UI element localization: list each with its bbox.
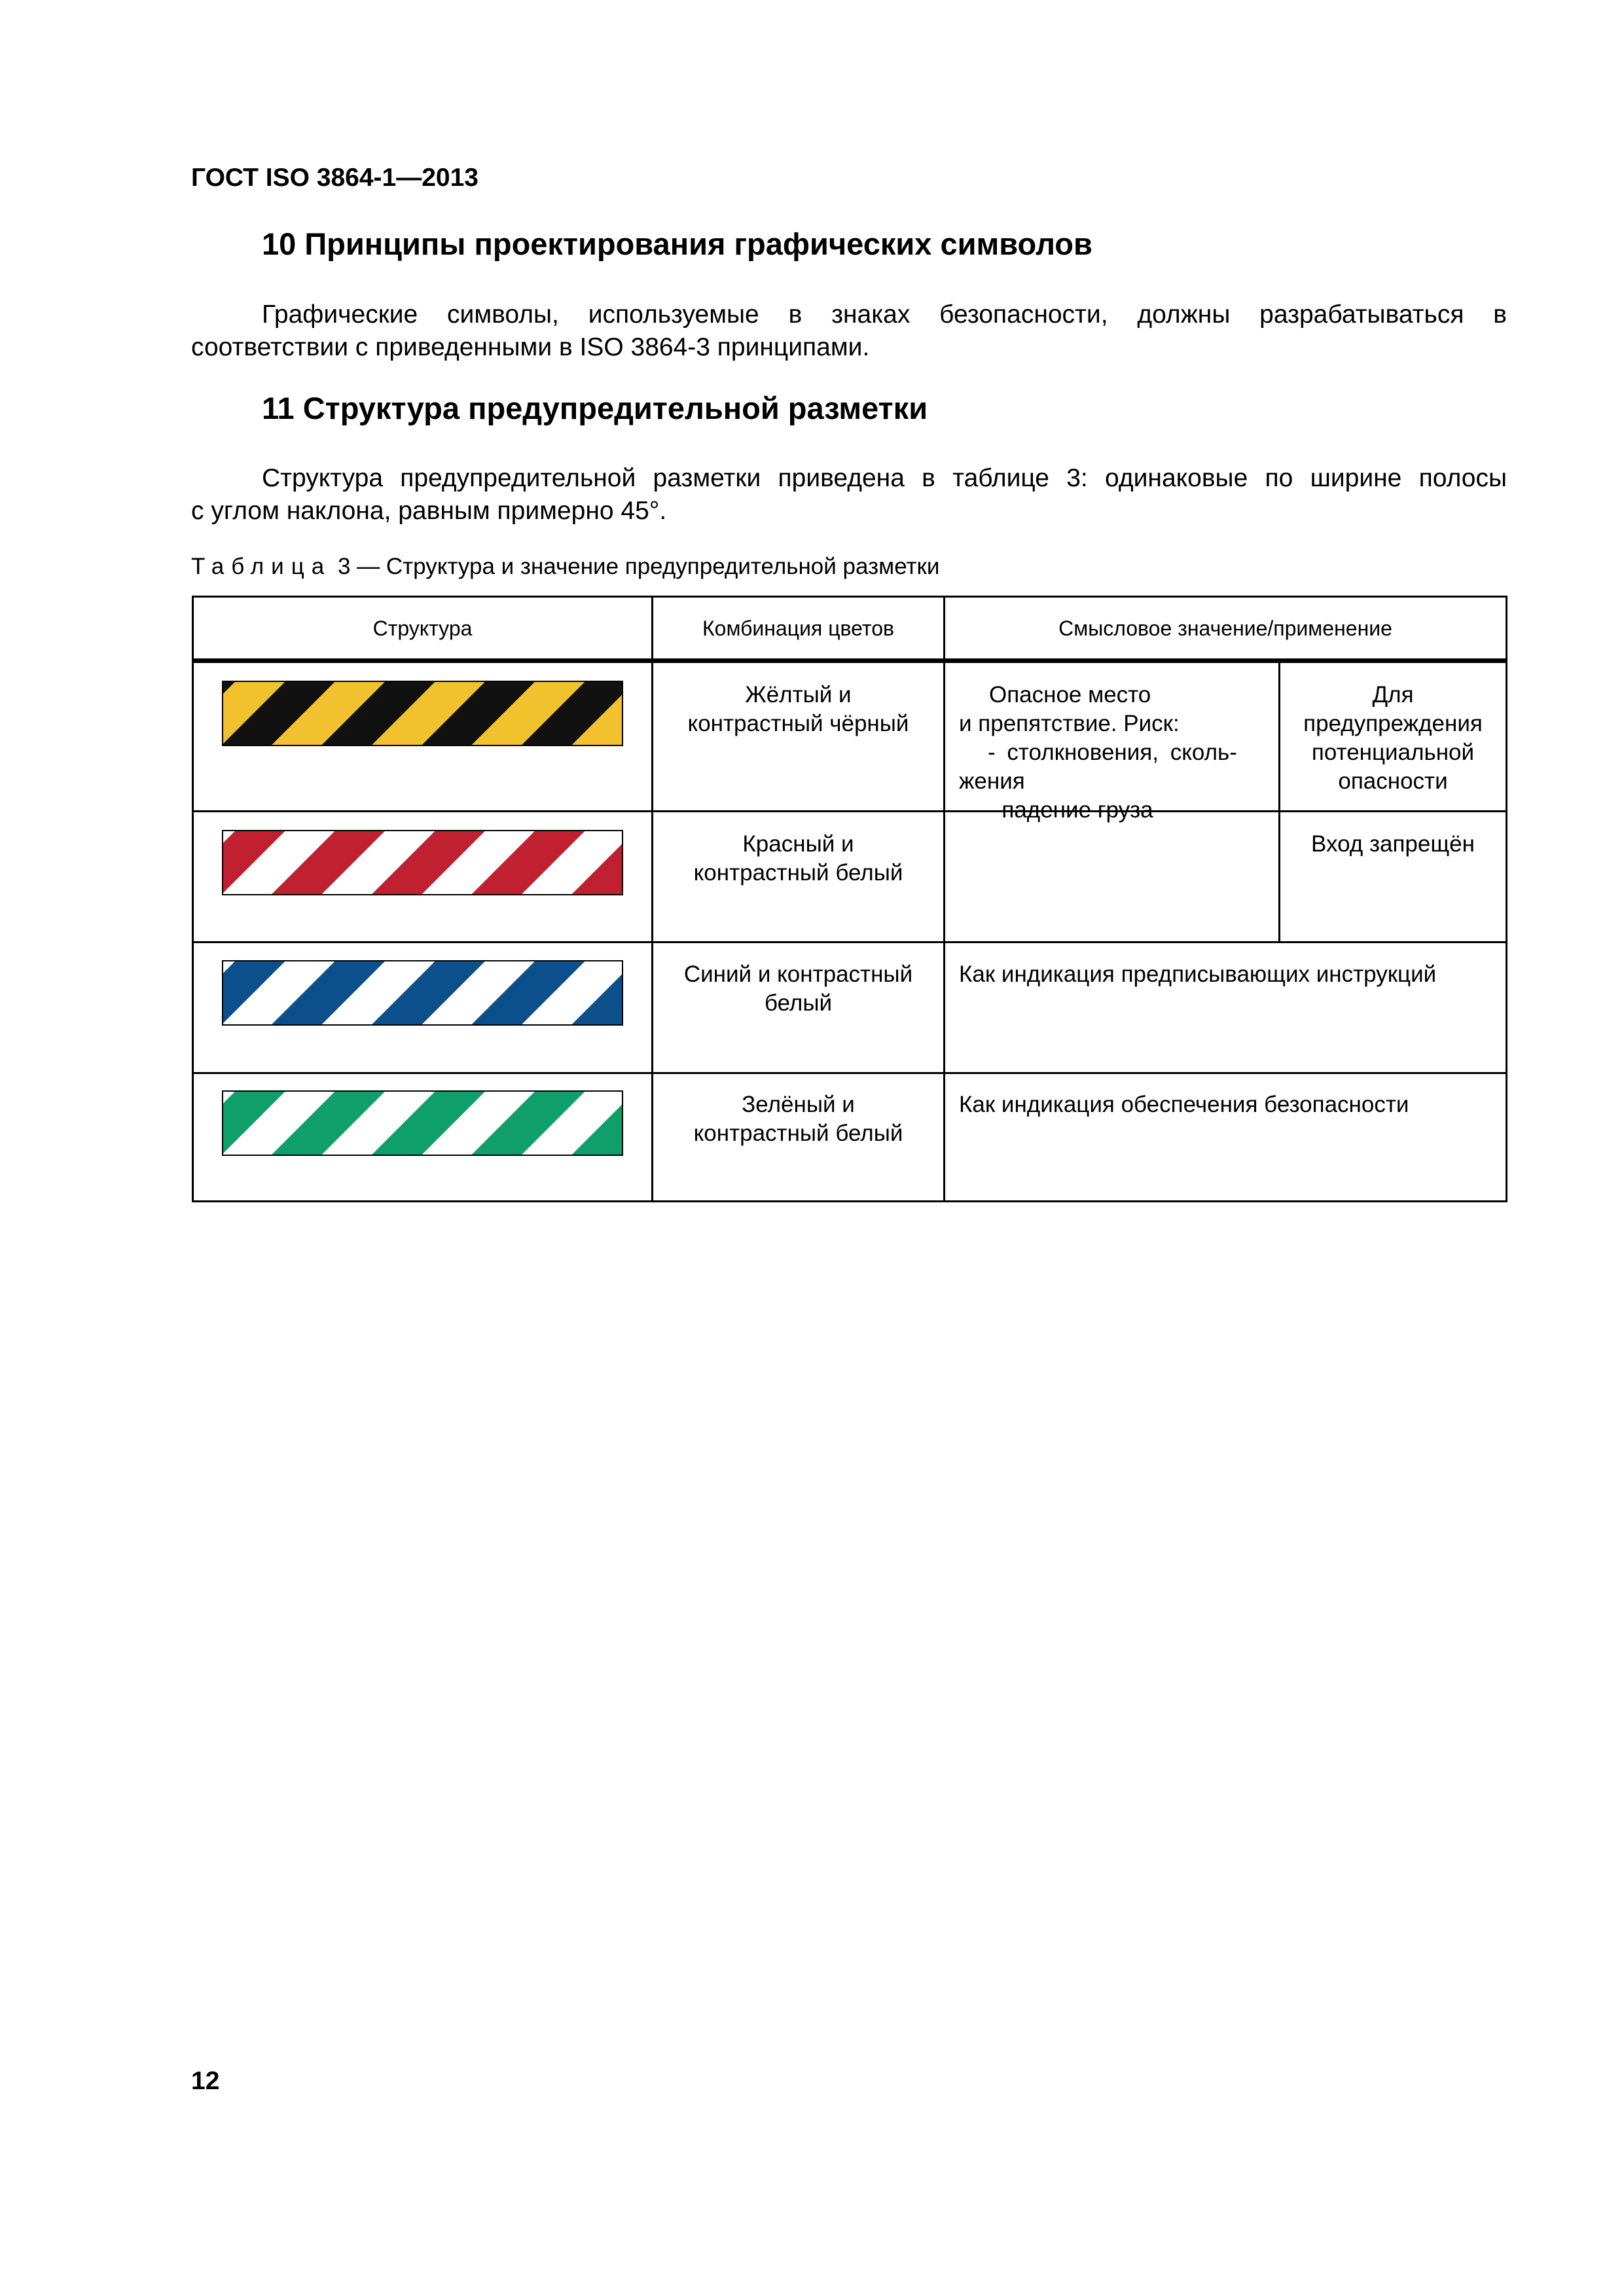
application-row-1-line-2: предупреждения <box>1303 711 1483 736</box>
colors-row-3 <box>653 960 943 1018</box>
meaning-danger-zone <box>959 681 1267 825</box>
colors-row-3-line-1: Синий и контрастный <box>683 961 913 987</box>
row-divider-1-app <box>1280 810 1507 812</box>
stripe-red-white <box>222 830 623 895</box>
meaning-line-5: - падение груза <box>988 797 1153 823</box>
section-11-line-1: Структура предупредительной разметки приведена в таблице 3: одинаковые по ширине полосы <box>262 464 1507 492</box>
header-structure: Структура <box>372 616 473 640</box>
marking-table <box>192 596 1507 1202</box>
table-border-bottom <box>192 1200 1507 1202</box>
section-10-line-1: Графические символы, используемые в знаках безопасности, должны разрабатываться в <box>262 300 1507 329</box>
meaning-row-3: Как индикация предписывающих инструкций <box>959 961 1437 987</box>
stripe-green-white <box>222 1090 623 1156</box>
table-border-right <box>1506 596 1507 1202</box>
meaning-line-1: Опасное место <box>989 682 1151 708</box>
colors-row-2-line-2: контрастный белый <box>693 860 903 886</box>
row-divider-2 <box>192 941 1507 943</box>
meaning-line-4: жения <box>959 768 1025 794</box>
table-caption-label: Таблица <box>191 554 332 579</box>
table-header-divider <box>192 658 1507 663</box>
colors-row-4-line-1: Зелёный и <box>742 1092 855 1117</box>
header-color-combination: Комбинация цветов <box>702 616 894 640</box>
colors-row-1-line-1: Жёлтый и <box>745 682 852 708</box>
table-caption <box>191 554 939 580</box>
application-row-1-line-4: опасности <box>1338 768 1448 794</box>
section-11-paragraph <box>191 462 1507 528</box>
meaning-line-2: и препятствие. Риск: <box>959 711 1180 736</box>
application-row-1-line-3: потенциальной <box>1311 740 1475 765</box>
application-row-1 <box>1280 681 1506 796</box>
section-10-paragraph <box>191 298 1507 364</box>
col-divider-2 <box>943 596 945 1202</box>
colors-row-1-line-2: контрастный чёрный <box>687 711 909 736</box>
stripe-yellow-black <box>222 681 623 746</box>
document-header: ГОСТ ISO 3864-1—2013 <box>191 164 478 192</box>
row-divider-3 <box>192 1072 1507 1074</box>
application-row-1-line-1: Для <box>1372 682 1414 708</box>
section-11-line-2: с углом наклона, равным примерно 45°. <box>191 497 667 525</box>
colors-row-1 <box>653 681 943 738</box>
section-11-title: 11 Структура предупредительной разметки <box>262 391 928 425</box>
meaning-row-4: Как индикация обеспечения безопасности <box>959 1092 1409 1117</box>
table-border-left <box>192 596 194 1202</box>
section-10-line-2: соответствии с приведенными в ISO 3864-3 принципами. <box>191 333 870 361</box>
colors-row-2 <box>653 830 943 888</box>
table-caption-text: 3 — Структура и значение предупредительной разметки <box>331 554 940 579</box>
application-row-2 <box>1280 830 1506 859</box>
section-10-title: 10 Принципы проектирования графических символов <box>262 226 1092 261</box>
colors-row-3-line-2: белый <box>764 990 833 1016</box>
page-number: 12 <box>191 2067 220 2095</box>
application-row-2-line-1: Вход запрещён <box>1311 831 1475 857</box>
colors-row-2-line-1: Красный и <box>742 831 854 857</box>
stripe-blue-white <box>222 960 623 1026</box>
meaning-line-3: - столкновения, сколь- <box>988 740 1237 765</box>
colors-row-4-line-2: контрастный белый <box>693 1121 903 1146</box>
colors-row-4 <box>653 1090 943 1148</box>
header-meaning: Смысловое значение/применение <box>1058 616 1392 640</box>
